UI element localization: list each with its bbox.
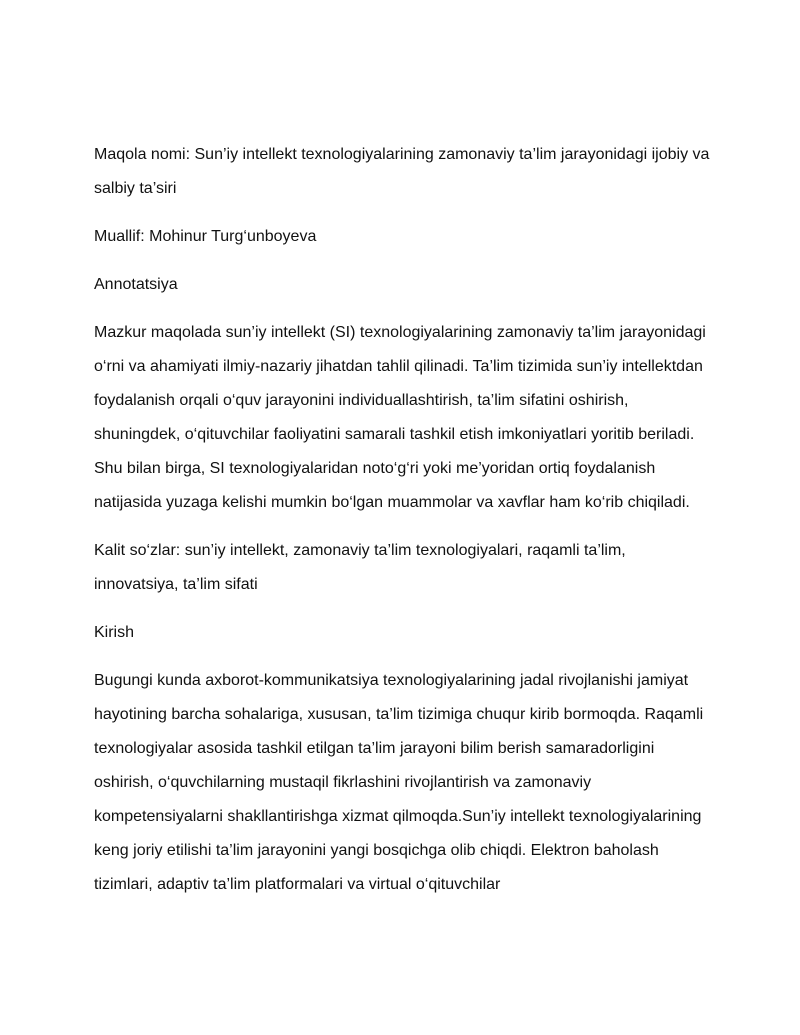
annotation-heading: Annotatsiya — [94, 276, 178, 293]
article-title: Maqola nomi: Sun’iy intellekt texnologiyalarining zamonaviy ta’lim jarayonidagi ijobiy va salbiy ta’siri — [94, 146, 710, 197]
intro-heading: Kirish — [94, 624, 135, 641]
document-body — [94, 138, 714, 916]
author-line: Muallif: Mohinur Turg‘unboyeva — [94, 228, 317, 245]
intro-paragraph: Bugungi kunda axborot-kommunikatsiya texnologiyalarining jadal rivojlanishi jamiyat hayotining barcha sohalariga, xususan, ta’lim tizimiga chuqur kirib bormoqda. Raqamli texnologiyalar asosida tashkil etilgan ta’lim jarayoni bilim berish samaradorligini oshirish, o‘quvchilarning mustaqil fikrlashini rivojlantirish va zamonaviy kompetensiyalarni shakllantirishga xizmat qilmoqda.Sun’iy intellekt texnologiyalarining keng joriy etilishi ta’lim jarayonini yangi bosqichga olib chiqdi. Elektron baholash tizimlari, adaptiv ta’lim platformalari va virtual o‘qituvchilar — [94, 672, 704, 893]
annotation-paragraph: Mazkur maqolada sun’iy intellekt (SI) texnologiyalarining zamonaviy ta’lim jarayonidagi o‘rni va ahamiyati ilmiy-nazariy jihatdan tahlil qilinadi. Ta’lim tizimida sun’iy intellektdan foydalanish orqali o‘quv jarayonini individuallashtirish, ta’lim sifatini oshirish, shuningdek, o‘qituvchilar faoliyatini samarali tashkil etish imkoniyatlari yoritib beriladi. Shu bilan birga, SI texnologiyalaridan noto‘g‘ri yoki me’yoridan ortiq foydalanish natijasida yuzaga kelishi mumkin bo‘lgan muammolar va xavflar ham ko‘rib chiqiladi. — [94, 324, 706, 511]
keywords-line: Kalit so‘zlar: sun’iy intellekt, zamonaviy ta’lim texnologiyalari, raqamli ta’lim, innovatsiya, ta’lim sifati — [94, 542, 626, 593]
